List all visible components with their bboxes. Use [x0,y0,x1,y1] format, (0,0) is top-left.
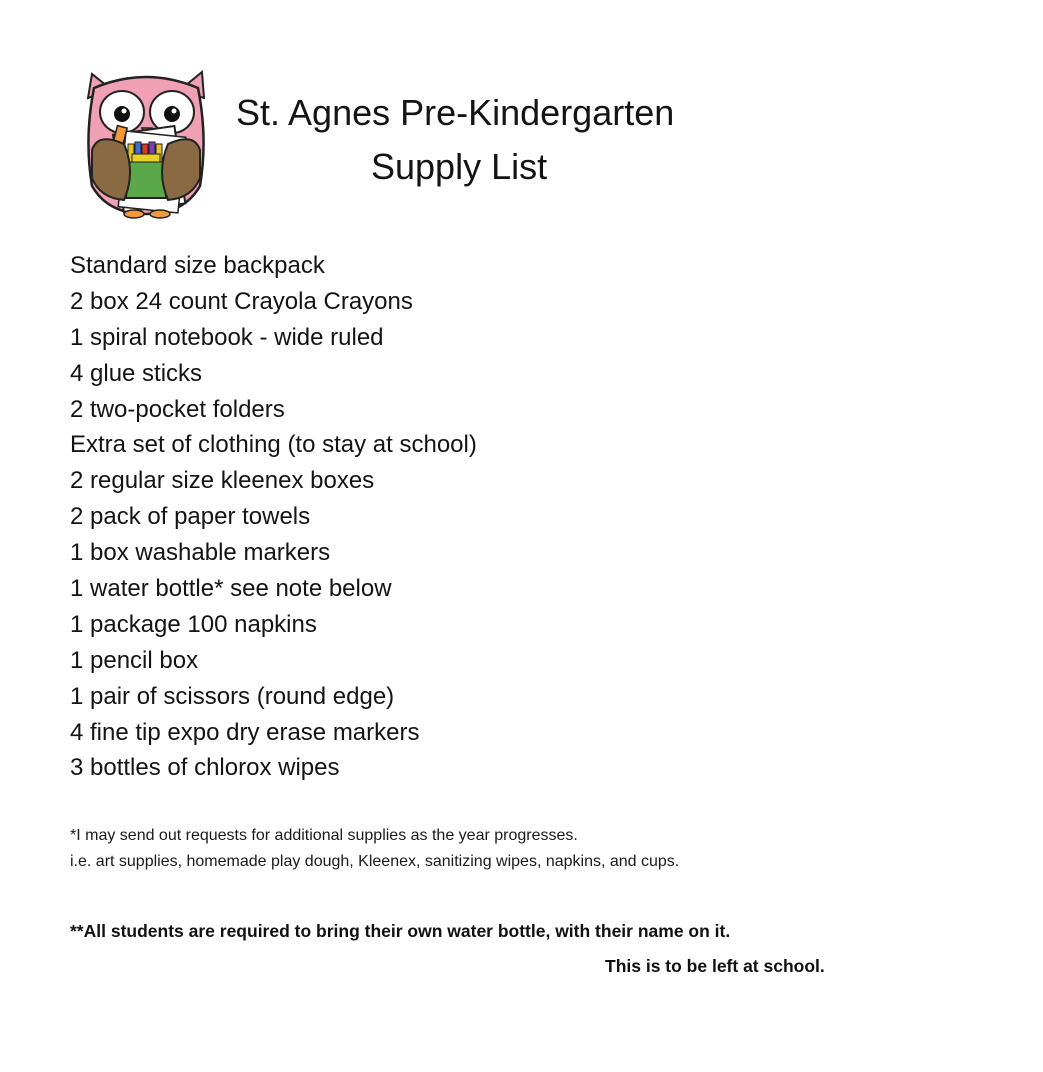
supply-list [70,248,477,786]
page-subtitle: Supply List [371,146,548,187]
supply-item: 4 fine tip expo dry erase markers [70,718,420,746]
supply-item: 1 pair of scissors (round edge) [70,682,395,710]
supply-item: 1 pencil box [70,646,199,674]
supply-item: 2 box 24 count Crayola Crayons [70,287,413,315]
supply-item: 1 water bottle* see note below [70,575,392,603]
supply-item: Extra set of clothing (to stay at school) [70,431,477,459]
supply-item: 2 two-pocket folders [70,395,285,423]
supply-item: 1 package 100 napkins [70,610,317,638]
additional-supplies-note: *I may send out requests for additional supplies as the year progresses. [70,827,578,844]
owl-logo-icon [84,68,208,220]
page-title: St. Agnes Pre-Kindergarten [236,92,675,133]
supply-item: 2 regular size kleenex boxes [70,467,375,495]
water-bottle-note-continued: This is to be left at school. [605,956,825,976]
additional-supplies-examples: i.e. art supplies, homemade play dough, Kleenex, sanitizing wipes, napkins, and cups. [70,853,680,870]
supply-item: Standard size backpack [70,252,325,279]
supply-item: 3 bottles of chlorox wipes [70,754,340,782]
supply-item: 4 glue sticks [70,359,203,387]
supply-item: 1 spiral notebook - wide ruled [70,323,384,351]
supply-item: 2 pack of paper towels [70,503,311,531]
supply-item: 1 box washable markers [70,539,331,567]
water-bottle-note: **All students are required to bring their own water bottle, with their name on it. [70,921,731,941]
